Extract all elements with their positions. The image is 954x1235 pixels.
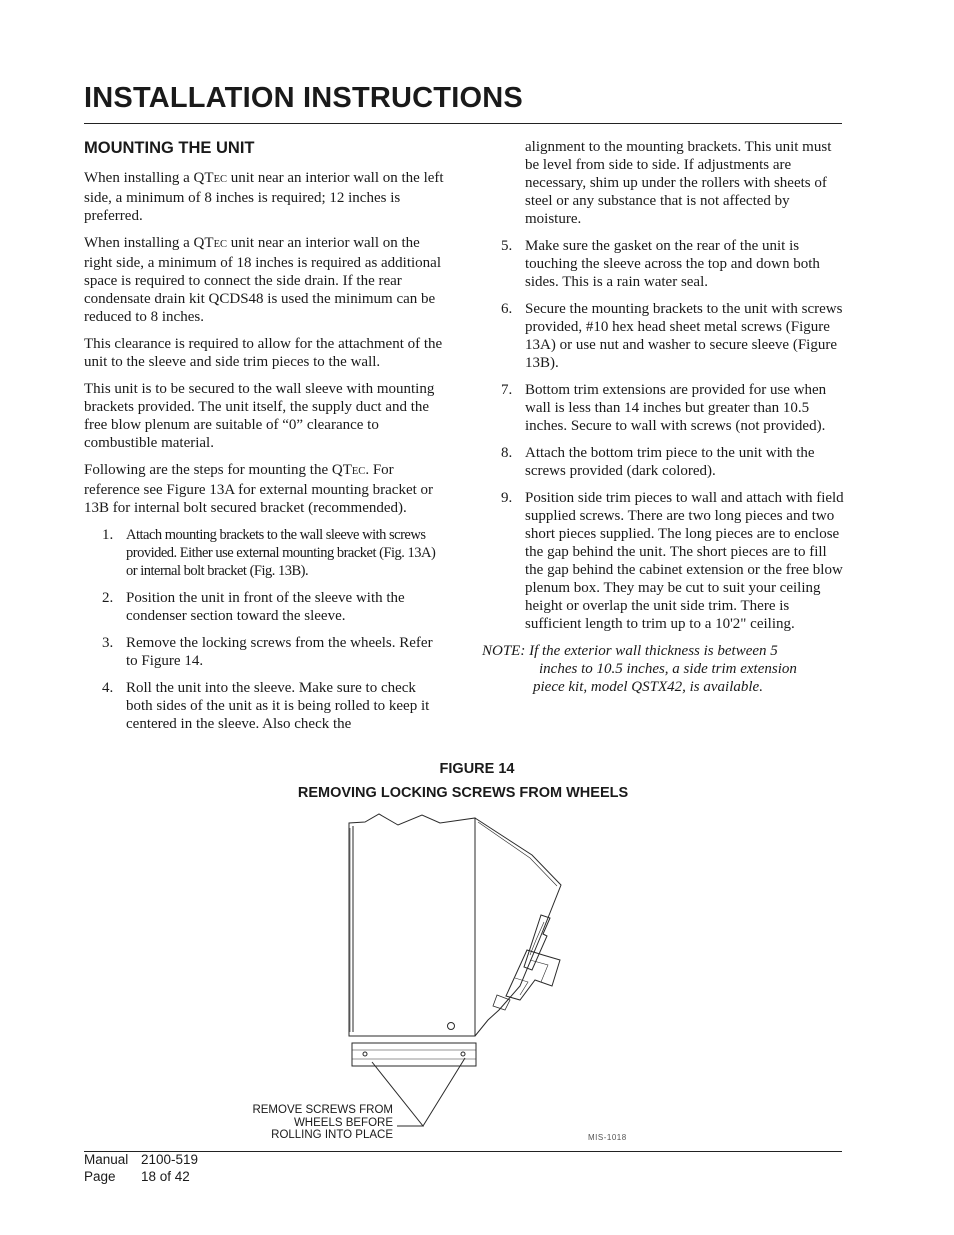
step-6: 6. Secure the mounting brackets to the unit with screws provided, #10 hex head sheet metal screws (Figure 13A) or use nut and washer to secure sleeve (Figure 13B). [501,301,843,371]
paragraph-right-clearance: When installing a QTEC unit near an interior wall on the right side, a minimum of 18 inches is required as additional space is required to connect the side drain. If the rear condensate drain kit QCDS48 is used the minimum can be reduced to 8 inches. [84,235,442,325]
paragraph-clearance-purpose: This clearance is required to allow for the attachment of the unit to the sleeve and side trim pieces to the wall. [84,336,443,370]
step-4: 4. Roll the unit into the sleeve. Make sure to check both sides of the unit as it is being rolled to keep it centered in the sleeve. Also check the [102,680,430,732]
callout-line-1: REMOVE SCREWS FROM [252,1104,393,1116]
paragraph-left-clearance: When installing a QTEC unit near an interior wall on the left side, a minimum of 8 inches is required; 12 inches is preferred. [84,170,444,224]
figure-callout [193,1104,393,1142]
wheel-screw-right [461,1052,465,1056]
condenser-section [475,818,561,1036]
title-divider [84,123,842,124]
footer-manual: Manual 2100-519 [84,1152,199,1167]
step-2: 2. Position the unit in front of the sleeve with the condenser section toward the sleeve. [102,590,405,624]
base-rail [352,1043,476,1066]
step-5: 5. Make sure the gasket on the rear of the unit is touching the sleeve across the top and down both sides. This is a rain water seal. [501,238,820,290]
condenser-inner [478,822,557,886]
note-line-2: inches to 10.5 inches, a side trim extension [539,661,797,677]
step-8: 8. Attach the bottom trim piece to the unit with the screws provided (dark colored). [501,445,815,479]
step-7: 7. Bottom trim extensions are provided for use when wall is less than 14 inches but greater than 10.5 inches. Secure to wall with screws (not provided). [501,382,827,434]
cabinet-fastener [448,1023,455,1030]
callout-line-3: ROLLING INTO PLACE [271,1129,393,1141]
page-title: INSTALLATION INSTRUCTIONS [84,82,523,114]
note [482,642,844,696]
step-4-continuation: alignment to the mounting brackets. This unit must be level from side to side. If adjustments are necessary, shim up under the rollers with sheets of steel or any substance that is not affected by moisture. [525,139,832,227]
figure-number: FIGURE 14 [439,761,515,777]
unit-side-view-drawing [0,810,954,1140]
wheel-screw-left [363,1052,367,1056]
section-heading: MOUNTING THE UNIT [84,139,255,157]
step-9: 9. Position side trim pieces to wall and attach with field supplied screws. There are two long pieces and two short pieces supplied. The long pieces are to enclose the gap behind the unit. The short pieces are to fill the gap behind the cabinet extension or the free blow plenum box. They may be cut to suit your ceiling height or overlap the unit side trim. There is sufficient length to trim up to a 10'2" ceiling. [501,490,844,632]
callout-line-2: WHEELS BEFORE [293,1116,393,1129]
left-column [84,138,446,742]
figure-caption: REMOVING LOCKING SCREWS FROM WHEELS [297,785,629,801]
drawing-id: MIS-1018 [588,1133,627,1142]
note-line-1: NOTE: If the exterior wall thickness is between 5 [482,643,778,659]
cabinet-outline [349,814,475,1036]
steps-list-right [482,237,844,633]
step-3: 3. Remove the locking screws from the wheels. Refer to Figure 14. [102,635,433,669]
paragraph-steps-intro: Following are the steps for mounting the QTEC. For reference see Figure 13A for external mounting bracket or 13B for internal bolt secured bracket (recommended). [84,462,434,516]
footer-page: Page 18 of 42 [84,1169,190,1184]
step-1: 1. Attach mounting brackets to the wall sleeve with screws provided. Either use external mounting bracket (Fig. 13A) or internal bolt bracket (Fig. 13B). [102,527,436,579]
right-column [482,138,844,696]
paragraph-securing: This unit is to be secured to the wall sleeve with mounting brackets provided. The unit itself, the supply duct and the free blow plenum are suitable of “0” clearance to combustible material. [84,381,435,451]
note-line-3: piece kit, model QSTX42, is available. [533,679,763,695]
steps-list-left [84,526,446,733]
